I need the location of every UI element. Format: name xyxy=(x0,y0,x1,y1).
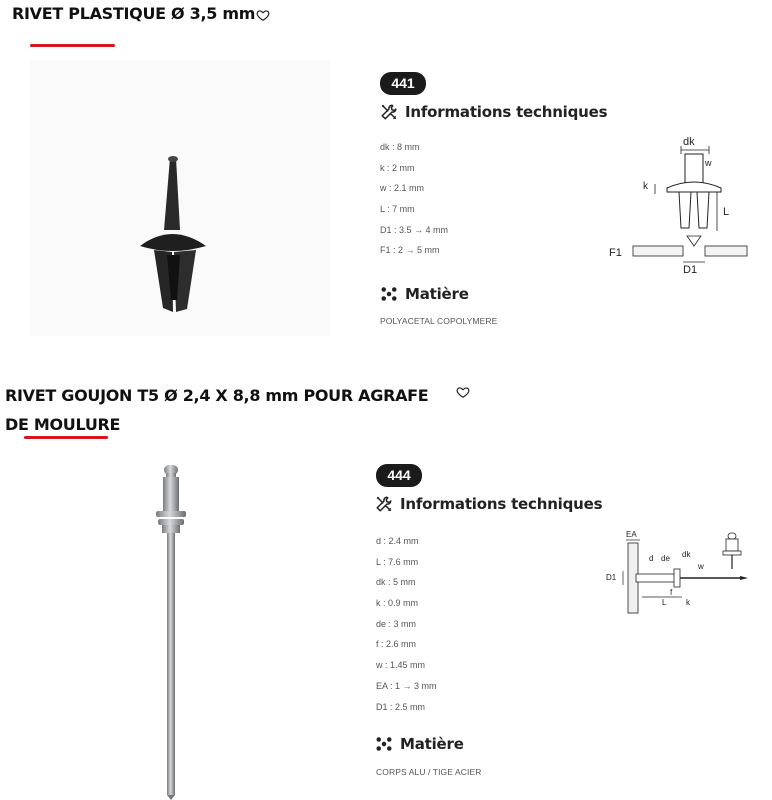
diagram-label-dk: dk xyxy=(683,136,695,148)
material-heading xyxy=(375,735,464,753)
spec-item: D1 : 3.5 → 4 mm xyxy=(380,224,449,235)
molecule-icon xyxy=(380,285,398,303)
tools-icon xyxy=(380,103,398,121)
title-underline xyxy=(24,436,108,439)
spec-item: D1 : 2.5 mm xyxy=(376,701,426,712)
spec-item: f : 2.6 mm xyxy=(376,639,417,650)
spec-list xyxy=(376,531,437,717)
spec-item: L : 7 mm xyxy=(380,204,415,215)
spec-item: w : 1.45 mm xyxy=(376,660,426,671)
tech-info-label: Informations techniques xyxy=(400,495,603,513)
technical-diagram xyxy=(602,525,757,625)
title-underline xyxy=(30,44,115,47)
product-title[interactable]: RIVET PLASTIQUE Ø 3,5 mm xyxy=(12,4,256,23)
tools-icon xyxy=(375,495,393,513)
diagram-label-L: L xyxy=(723,206,730,218)
diagram-label-de: de xyxy=(661,554,670,563)
diagram-label-k: k xyxy=(643,181,648,192)
product-code-badge: 444 xyxy=(376,464,422,487)
spec-item: k : 2 mm xyxy=(380,162,415,173)
spec-item: L : 7.6 mm xyxy=(376,556,419,567)
tech-info-heading xyxy=(375,495,602,513)
diagram-label-w: w xyxy=(705,158,712,168)
material-heading xyxy=(380,285,469,303)
product-title[interactable] xyxy=(5,381,445,439)
material-value: POLYACETAL COPOLYMERE xyxy=(380,316,498,326)
diagram-label-D1: D1 xyxy=(683,264,698,276)
spec-item: dk : 8 mm xyxy=(380,142,420,152)
technical-diagram xyxy=(605,128,755,278)
product-photo xyxy=(30,60,330,336)
diagram-label-F1: F1 xyxy=(609,247,622,259)
spec-item: d : 2.4 mm xyxy=(376,536,419,546)
diagram-label-f: f xyxy=(670,588,673,597)
material-label: Matière xyxy=(405,285,469,303)
diagram-label-w: w xyxy=(698,562,704,571)
diagram-label-D1: D1 xyxy=(606,573,617,582)
diagram-label-k: k xyxy=(686,598,690,607)
diagram-label-EA: EA xyxy=(626,530,637,539)
spec-item: dk : 5 mm xyxy=(376,577,416,588)
product-card-rivet-plastique xyxy=(0,0,772,345)
heart-icon[interactable] xyxy=(256,8,270,22)
molecule-icon xyxy=(375,735,393,753)
material-label: Matière xyxy=(400,735,464,753)
diagram-label-dk: dk xyxy=(682,550,691,559)
diagram-label-L: L xyxy=(662,598,667,607)
heart-icon[interactable] xyxy=(456,385,470,399)
spec-list xyxy=(380,137,448,261)
product-code-badge: 441 xyxy=(380,72,426,95)
spec-item: k : 0.9 mm xyxy=(376,598,419,609)
tech-info-heading xyxy=(380,103,607,121)
spec-item: EA : 1 → 3 mm xyxy=(376,680,437,691)
product-title-line2: DE MOULURE xyxy=(5,415,121,434)
product-card-rivet-goujon xyxy=(0,345,772,800)
spec-item: w : 2.1 mm xyxy=(380,183,425,194)
product-photo xyxy=(80,453,300,800)
spec-item: de : 3 mm xyxy=(376,618,417,629)
spec-item: F1 : 2 → 5 mm xyxy=(380,245,440,256)
material-value: CORPS ALU / TIGE ACIER xyxy=(376,767,482,777)
product-title-line1: RIVET GOUJON T5 Ø 2,4 X 8,8 mm POUR AGRAFE xyxy=(5,386,429,405)
tech-info-label: Informations techniques xyxy=(405,103,608,121)
diagram-label-d: d xyxy=(649,554,654,563)
